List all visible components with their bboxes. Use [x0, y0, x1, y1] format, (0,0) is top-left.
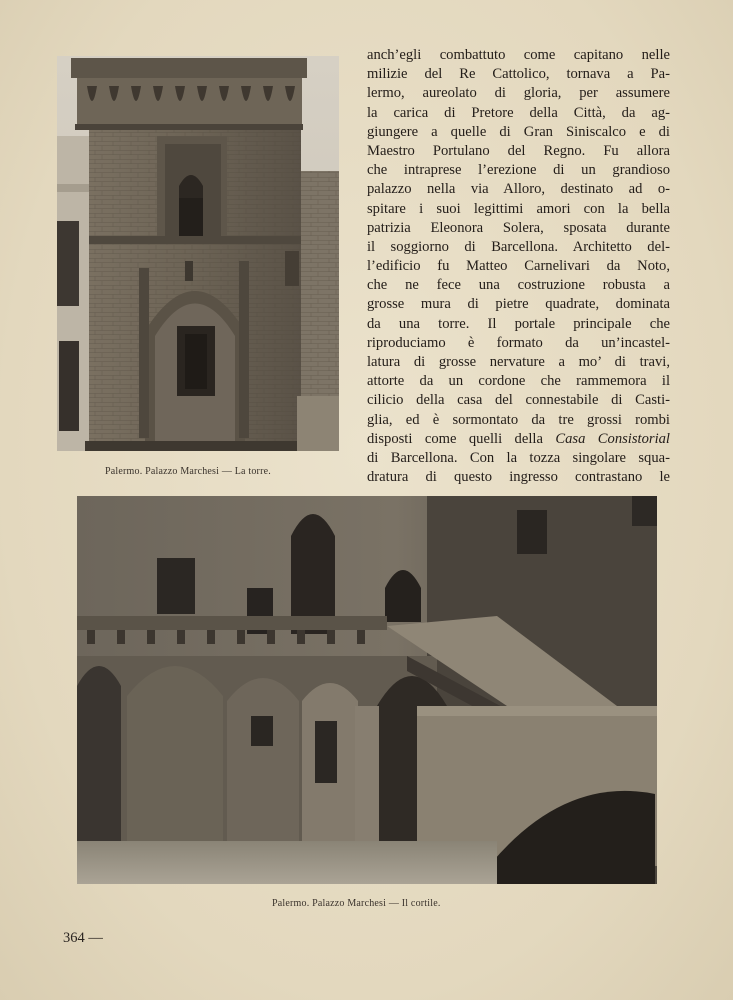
text-line: che ne fece una costruzione robusta a	[367, 277, 670, 294]
text-line: dratura di questo ingresso contrastano le	[367, 469, 670, 486]
text-line: anch’egli combattuto come capitano nelle	[367, 47, 670, 63]
courtyard-photograph	[77, 496, 657, 884]
text-line: patrizia Eleonora Solera, sposata durante	[367, 219, 670, 236]
text-line: cilicio della casa del connestabile di Casti-	[367, 392, 670, 409]
text-line: di Barcellona. Con la tozza singolare squa-	[367, 449, 670, 466]
text-line: l’edificio fu Matteo Carnelivari da Noto,	[367, 258, 670, 275]
text-line: il soggiorno di Barcellona. Architetto del-	[367, 238, 670, 255]
text-line: giungere a quelle di Gran Siniscalco e di	[367, 123, 670, 140]
text-line: da una torre. Il portale principale che	[367, 315, 670, 332]
page-number: 364 —	[63, 930, 103, 946]
tower-photo-caption: Palermo. Palazzo Marchesi — La torre.	[105, 466, 271, 477]
text-line: spitare i suoi legittimi amori con la bella	[367, 200, 670, 217]
text-line: lermo, aureolato di gloria, per assumere	[367, 85, 670, 102]
body-text-column	[367, 46, 670, 487]
text-line: la carica di Pretore della Città, da ag-	[367, 104, 670, 121]
courtyard-photo-illustration	[77, 496, 657, 884]
text-line: grosse mura di pietre quadrate, dominata	[367, 296, 670, 313]
tower-photograph	[57, 56, 339, 451]
italic-phrase: Casa Consistorial	[555, 430, 670, 447]
courtyard-photo-caption: Palermo. Palazzo Marchesi — Il cortile.	[272, 898, 441, 909]
text-line: latura di grosse nervature a mo’ di travi,	[367, 354, 670, 370]
text-line: palazzo nella via Alloro, destinato ad o-	[367, 181, 670, 198]
text-line: milizie del Re Cattolico, tornava a Pa-	[367, 66, 670, 83]
text-line: attorte da un cordone che rammemora il	[367, 373, 670, 390]
text-line: riproduciamo è formato da un’incastel-	[367, 334, 670, 351]
tower-photo-illustration	[57, 56, 339, 451]
text-line-with-italic	[367, 430, 670, 449]
text-line: che intraprese l’erezione di un grandioso	[367, 162, 670, 179]
text-line: Maestro Portulano del Regno. Fu allora	[367, 142, 670, 159]
text-line-start: disposti come quelli della	[367, 430, 556, 447]
text-line: glia, ed è sormontato da tre grossi rombi	[367, 411, 670, 428]
